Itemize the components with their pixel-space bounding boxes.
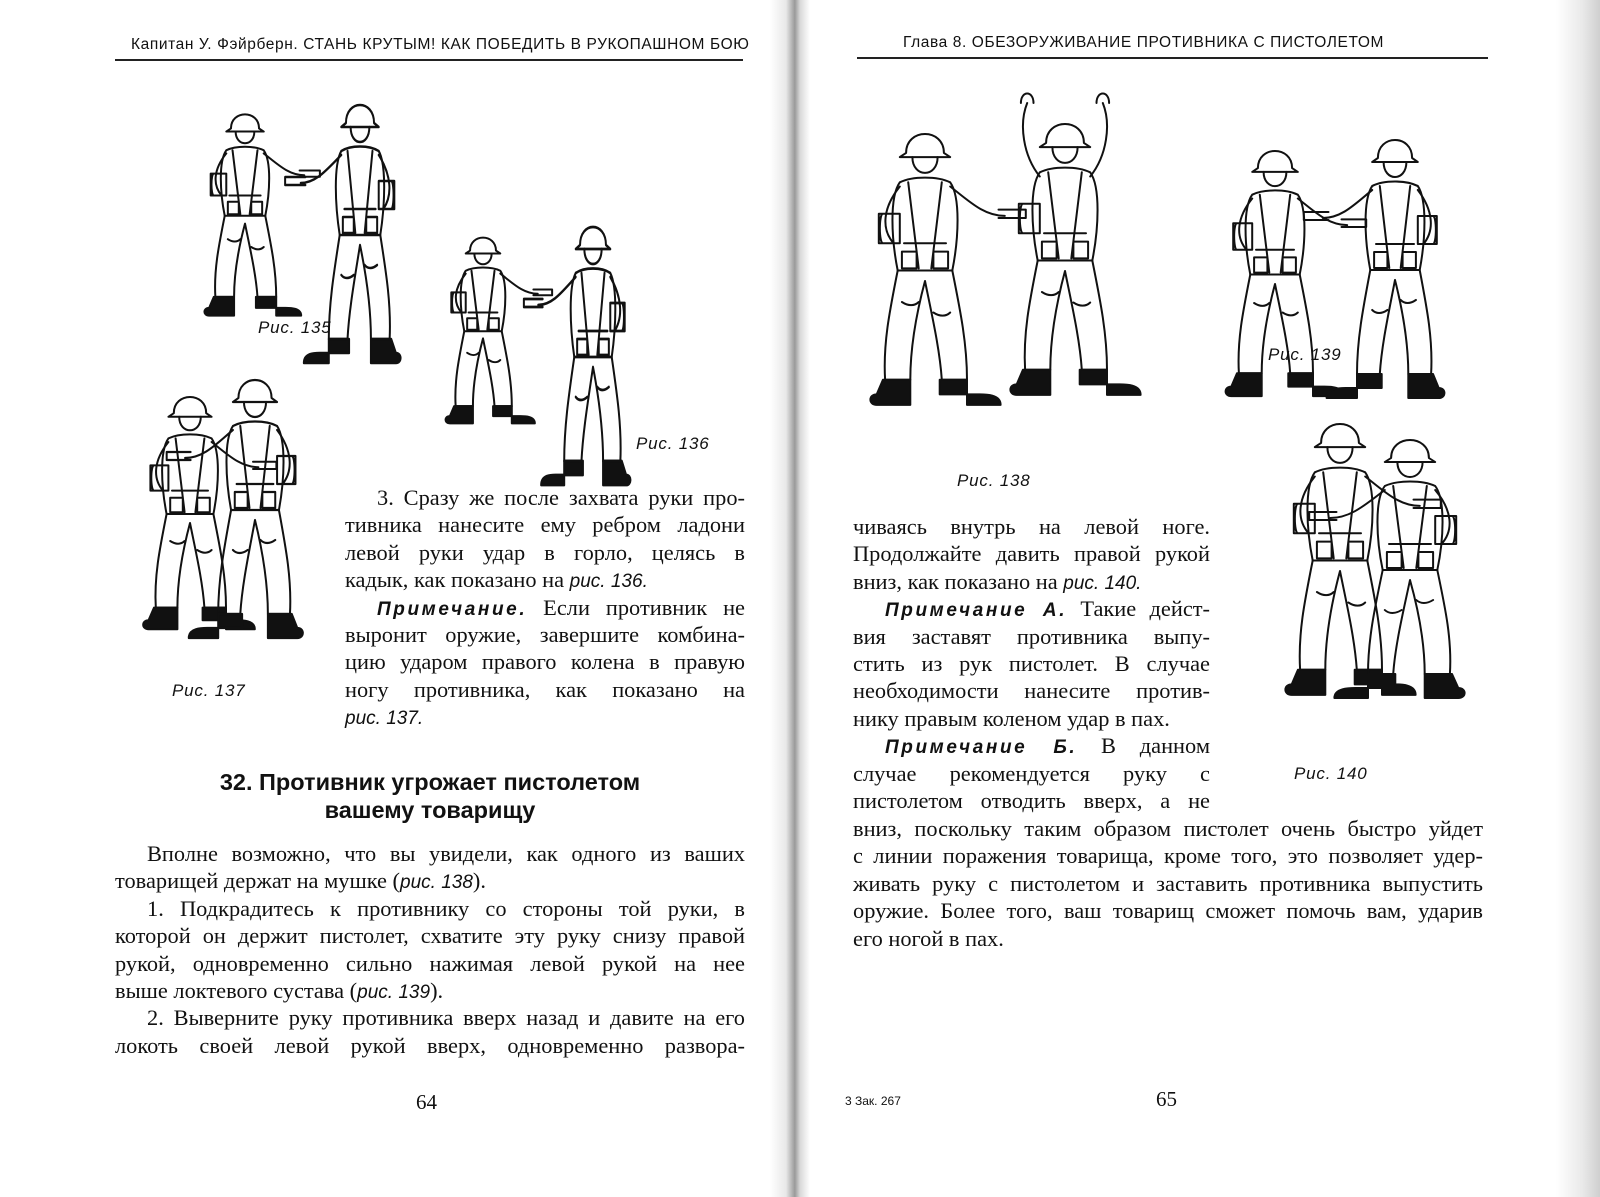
sketch-line [576, 227, 611, 249]
text-run: вниз, как показано на [853, 568, 1064, 594]
boot-shape [870, 380, 1000, 405]
sketch-line [1042, 292, 1090, 306]
section-heading [115, 768, 745, 824]
sketch-line [1397, 462, 1422, 477]
text-run: выронит оружие, завершите комбина- [345, 621, 745, 647]
sketch-line [168, 397, 211, 417]
boot-shape [1226, 373, 1344, 396]
text-line [853, 732, 1210, 759]
sketch-line [236, 132, 255, 144]
text-line [853, 705, 1210, 732]
sketch-line [215, 216, 276, 297]
sketch-line [474, 253, 491, 264]
boot-shape [1327, 374, 1445, 398]
text-line [345, 621, 745, 648]
soldier-figure [143, 397, 276, 629]
figure-140-illustration [1245, 400, 1490, 760]
boot-shape [1010, 370, 1140, 395]
text-run: живать руку с пистолетом и заставить противника выпустить [853, 870, 1483, 896]
note-label: Примечание Б. [885, 737, 1078, 759]
figure-135-illustration [185, 95, 435, 310]
printer-mark: 3 Зак. 267 [845, 1094, 901, 1108]
sketch-line [1357, 270, 1431, 374]
text-line [345, 676, 745, 703]
text-line [853, 540, 1210, 567]
sketch-line [467, 353, 500, 362]
sketch-line [1384, 162, 1407, 177]
text-run: ). [472, 868, 486, 894]
text-line [853, 925, 1483, 952]
text-run: товарищей держат на мушке ( [115, 868, 401, 894]
paragraph [115, 1004, 745, 1059]
sketch-line [170, 541, 211, 553]
text-line [853, 842, 1483, 869]
figure-reference: рис. 139 [357, 981, 431, 1003]
sketch-line [1315, 424, 1365, 447]
text-line [345, 703, 745, 730]
text-line [115, 1004, 745, 1031]
sketch-line [455, 331, 511, 406]
sketch-line [564, 357, 620, 461]
text-run: случае рекомендуется руку с [853, 760, 1210, 786]
soldier-figure [1010, 94, 1140, 395]
sketch-line [577, 273, 609, 355]
book-gutter-shadow [770, 0, 810, 1197]
paragraph [853, 732, 1210, 814]
text-line [853, 760, 1210, 787]
text-line [345, 484, 745, 511]
text-line [853, 870, 1483, 897]
sketch-line [170, 438, 210, 512]
figure-reference: рис. 136. [569, 571, 648, 593]
sketch-line [1052, 147, 1077, 163]
soldier-figure [1309, 440, 1464, 698]
text-run: вниз, поскольку таким образом пистолет очень быстро уйдет [853, 816, 1483, 841]
figure-reference: рис. 140. [1063, 572, 1142, 594]
sketch-line [467, 271, 499, 330]
text-line [853, 623, 1210, 650]
figure-137-illustration [125, 355, 330, 655]
sketch-line [1387, 486, 1433, 568]
left-column-text [345, 484, 745, 731]
text-line [115, 922, 745, 949]
text-line [853, 513, 1210, 540]
text-run: ногу противника, как показано на [345, 676, 745, 702]
text-run: его ногой в пах. [853, 925, 1004, 951]
sketch-line [1021, 94, 1109, 177]
soldier-figure [870, 134, 1025, 405]
sketch-line [1372, 140, 1418, 162]
text-run: выше локтевого сустава ( [115, 977, 358, 1003]
text-line [853, 677, 1210, 704]
paragraph [853, 513, 1210, 595]
sketch-line [155, 514, 226, 608]
text-line [345, 648, 745, 675]
caption-fig-135: Рис. 135 [258, 318, 332, 337]
text-line [853, 650, 1210, 677]
text-run: Если противник не [527, 594, 745, 620]
sketch-line [244, 402, 266, 417]
text-line [853, 815, 1483, 842]
sketch-line [179, 417, 201, 431]
text-run: необходимости нанесите против- [853, 678, 1210, 704]
text-run: Вполне возможно, что вы увидели, как одного из ваших [147, 841, 745, 866]
sketch-line [228, 150, 262, 214]
text-run: стить из рук пистолет. В случае [853, 650, 1210, 676]
text-line [115, 977, 745, 1004]
sketch-line [1368, 570, 1450, 674]
sketch-line [1385, 440, 1435, 462]
text-line [853, 787, 1210, 814]
header-rule [857, 57, 1488, 59]
sketch-line [341, 105, 378, 127]
text-line [345, 566, 745, 593]
text-run: 1. Подкрадитесь к противнику со стороны той руки, в [147, 895, 745, 921]
sketch-line [341, 265, 377, 278]
text-run: В данном [1077, 733, 1210, 759]
paragraph [853, 595, 1210, 732]
text-run: локоть своей левой рукой вверх, одновременно развора- [115, 1032, 745, 1058]
left-body-text [115, 840, 745, 1059]
left-running-head: Капитан У. Фэйрберн. СТАНЬ КРУТЫМ! КАК ПОБЕДИТЬ В РУКОПАШНОМ БОЮ [131, 36, 750, 53]
sketch-line [226, 114, 263, 131]
sketch-line [1252, 151, 1298, 172]
boot-shape [446, 406, 535, 423]
paragraph [345, 594, 745, 731]
text-line [115, 840, 745, 867]
text-run: нику правым коленом удар в пах. [853, 705, 1170, 731]
note-label: Примечание. [377, 598, 528, 620]
paragraph [115, 895, 745, 1005]
boot-shape [541, 461, 630, 485]
text-line [115, 867, 745, 894]
text-run: с линии поражения товарища, кроме того, это позволяет удер- [853, 843, 1483, 869]
header-rule [115, 59, 743, 61]
sketch-line [1327, 447, 1352, 463]
sketch-line [584, 249, 601, 264]
note-label: Примечание А. [885, 600, 1068, 622]
paragraph [853, 815, 1483, 952]
sketch-line [912, 157, 937, 173]
text-run: рукой, одновременно сильно нажимая левой рукой на нее [115, 950, 745, 976]
soldier-figure [204, 114, 319, 315]
text-run: оружие. Более того, ваш товарищ сможет помочь вам, ударив [853, 898, 1483, 924]
text-run: 2. Выверните руку противника вверх назад и давите на его [147, 1005, 745, 1031]
section-heading-line-2: вашему товарищу [324, 797, 536, 823]
caption-fig-137: Рис. 137 [172, 681, 246, 700]
text-line [345, 539, 745, 566]
text-line [853, 897, 1483, 924]
soldier-figure [167, 380, 303, 638]
sketch-line [1025, 261, 1107, 370]
sketch-line [351, 127, 370, 142]
text-run: пистолетом отводить вверх, а не [853, 787, 1210, 813]
sketch-line [343, 151, 377, 233]
page-number-left: 64 [416, 1090, 437, 1114]
paragraph [345, 484, 745, 594]
sketch-line [233, 540, 275, 553]
right-running-head: Глава 8. ОБЕЗОРУЖИВАНИЕ ПРОТИВНИКА С ПИСТОЛЕТОМ [903, 34, 1385, 51]
page-edge-shadow [1556, 0, 1600, 1197]
text-line [853, 595, 1210, 622]
sketch-line [1040, 124, 1090, 147]
caption-fig-140: Рис. 140 [1294, 764, 1368, 783]
right-column-text [853, 513, 1210, 814]
sketch-line [1042, 172, 1088, 258]
sketch-line [1254, 195, 1296, 273]
text-run: тивника нанесите ему ребром ладони [345, 512, 745, 538]
sketch-line [1264, 172, 1287, 186]
sketch-line [885, 271, 967, 380]
text-run: левой руки удар в горло, целясь в [345, 539, 745, 565]
page-number-right: 65 [1156, 1087, 1177, 1111]
paragraph [115, 840, 745, 895]
text-run: которой он держит пистолет, схватите эту руку снизу правой [115, 923, 745, 949]
caption-fig-136: Рис. 136 [636, 434, 710, 453]
sketch-line [902, 182, 948, 268]
figure-reference: рис. 138 [400, 872, 473, 894]
sketch-line [576, 387, 609, 400]
text-run: цию ударом правого колена в правую [345, 649, 745, 675]
text-line [115, 895, 745, 922]
sketch-line [329, 235, 390, 339]
text-line [115, 950, 745, 977]
boot-shape [204, 297, 301, 316]
caption-fig-139: Рис. 139 [1268, 345, 1342, 364]
figure-139-illustration [1180, 100, 1490, 325]
figure-reference: рис. 137. [345, 708, 424, 730]
sketch-line [228, 239, 264, 249]
sketch-line [233, 380, 277, 402]
text-run: чиваясь внутрь на левой ноге. [853, 514, 1210, 539]
text-line [853, 568, 1210, 595]
sketch-line [466, 238, 501, 254]
sketch-line [218, 510, 290, 614]
sketch-line [1317, 592, 1365, 606]
section-heading-line-1: 32. Противник угрожает пистолетом [219, 769, 641, 795]
sketch-line [900, 134, 950, 157]
text-run: Такие дейст- [1067, 596, 1211, 622]
figure-138-illustration [855, 95, 1155, 450]
text-line [345, 594, 745, 621]
sketch-line [1374, 186, 1416, 268]
sketch-line [1385, 600, 1433, 613]
soldier-figure [446, 238, 553, 424]
sketch-line [1372, 300, 1416, 313]
text-run: 3. Сразу же после захвата руки про- [377, 485, 745, 510]
text-line [115, 1032, 745, 1059]
right-body-text [853, 815, 1483, 952]
sketch-line [1254, 303, 1298, 315]
text-run: ). [430, 977, 444, 1003]
sketch-line [1317, 472, 1363, 558]
caption-fig-138: Рис. 138 [957, 471, 1031, 490]
text-line [345, 511, 745, 538]
soldier-figure [524, 227, 631, 485]
text-run: Продолжайте давить правой рукой [853, 541, 1210, 567]
sketch-line [902, 302, 950, 316]
text-run: вия заставят противника выпу- [853, 623, 1210, 649]
text-run: кадык, как показано на [345, 567, 570, 593]
figure-136-illustration [428, 212, 678, 444]
